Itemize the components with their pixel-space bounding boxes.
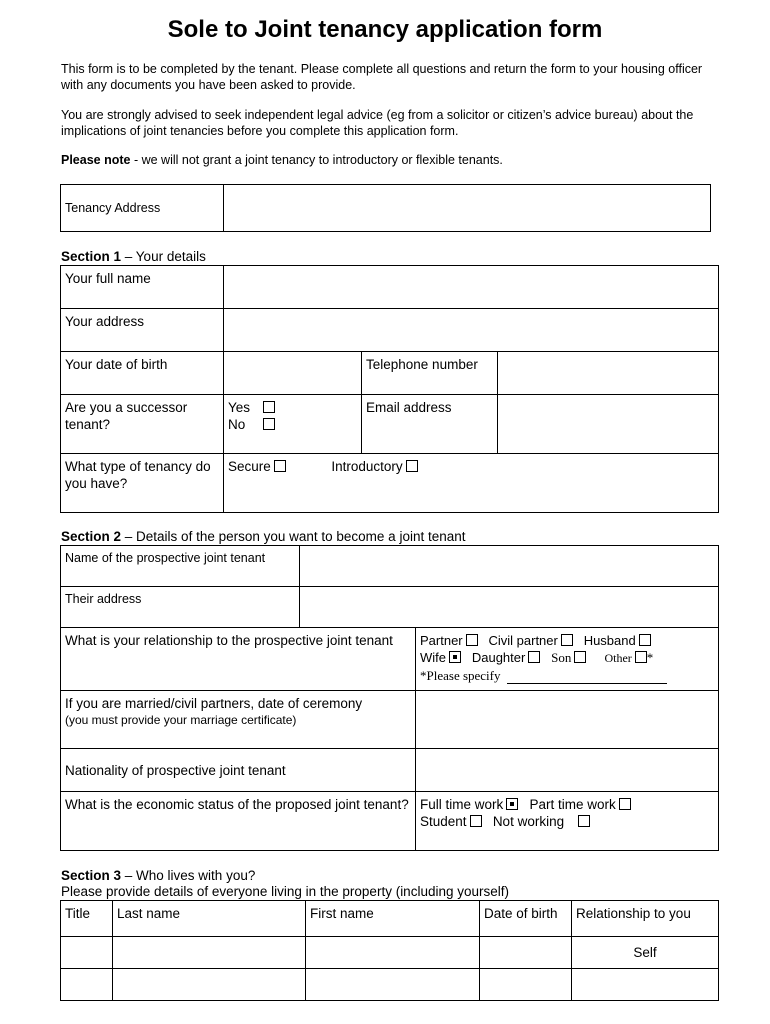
household-header-row xyxy=(61,901,719,937)
section1-table xyxy=(60,265,719,513)
header-relationship: Relationship to you xyxy=(572,901,719,937)
full-time-checkbox[interactable] xyxy=(506,798,518,810)
secure-label: Secure xyxy=(228,459,271,474)
successor-options xyxy=(224,395,362,454)
wife-label: Wife xyxy=(420,650,446,665)
section2-label: Section 2 xyxy=(61,529,122,544)
relationship-label: What is your relationship to the prospective joint tenant xyxy=(61,628,416,691)
section1-title xyxy=(61,249,206,265)
daughter-label: Daughter xyxy=(471,650,526,665)
your-address-label: Your address xyxy=(61,309,224,352)
table-row xyxy=(61,969,719,1001)
economic-status-label: What is the economic status of the proposed joint tenant? xyxy=(61,792,416,851)
email-field[interactable] xyxy=(498,395,719,454)
section2-table xyxy=(60,545,719,851)
household-table xyxy=(60,900,719,1001)
no-label: No xyxy=(228,417,246,432)
student-label: Student xyxy=(420,814,467,829)
row2-last-name[interactable] xyxy=(113,969,306,1001)
email-label: Email address xyxy=(362,395,498,454)
son-label: Son xyxy=(551,650,572,665)
introductory-checkbox[interactable] xyxy=(406,460,418,472)
row2-first-name[interactable] xyxy=(306,969,480,1001)
telephone-field[interactable] xyxy=(498,352,719,395)
row2-relationship[interactable] xyxy=(572,969,719,1001)
ceremony-note: (you must provide your marriage certificate) xyxy=(65,713,297,727)
section3-instructions: Please provide details of everyone living in the property (including yourself) xyxy=(61,884,509,899)
yes-checkbox[interactable] xyxy=(263,401,275,413)
tenancy-type-label: What type of tenancy do you have? xyxy=(61,454,224,513)
no-checkbox[interactable] xyxy=(263,418,275,430)
intro-paragraph-1: This form is to be completed by the tenant. Please complete all questions and return the form to your housing officer with any documents you have been asked to provide. xyxy=(61,62,703,92)
header-first-name: First name xyxy=(306,901,480,937)
ceremony-date-field[interactable] xyxy=(416,691,719,749)
section1-label: Section 1 xyxy=(61,249,122,264)
row2-title[interactable] xyxy=(61,969,113,1001)
other-checkbox[interactable] xyxy=(635,651,647,663)
row2-dob[interactable] xyxy=(480,969,572,1001)
introductory-label: Introductory xyxy=(331,459,403,474)
please-specify-label: *Please specify xyxy=(420,668,501,683)
tenancy-address-table xyxy=(60,184,711,232)
tenancy-address-label: Tenancy Address xyxy=(61,185,224,232)
tenancy-type-options xyxy=(224,454,719,513)
full-name-field[interactable] xyxy=(224,266,719,309)
relationship-options xyxy=(416,628,719,691)
telephone-label: Telephone number xyxy=(362,352,498,395)
dob-field[interactable] xyxy=(224,352,362,395)
section3-label: Section 3 xyxy=(61,868,122,883)
full-time-label: Full time work xyxy=(420,797,504,812)
row1-last-name[interactable] xyxy=(113,937,306,969)
header-last-name: Last name xyxy=(113,901,306,937)
nationality-field[interactable] xyxy=(416,749,719,792)
full-name-label: Your full name xyxy=(61,266,224,309)
form-title: Sole to Joint tenancy application form xyxy=(167,16,603,43)
section3-title xyxy=(61,868,255,884)
table-row xyxy=(61,937,719,969)
header-title: Title xyxy=(61,901,113,937)
section1-subtitle: – Your details xyxy=(121,249,206,264)
their-address-field[interactable] xyxy=(300,587,719,628)
not-working-checkbox[interactable] xyxy=(578,815,590,827)
dob-label: Your date of birth xyxy=(61,352,224,395)
daughter-checkbox[interactable] xyxy=(528,651,540,663)
husband-label: Husband xyxy=(583,633,636,648)
nationality-label: Nationality of prospective joint tenant xyxy=(61,749,416,792)
civil-partner-checkbox[interactable] xyxy=(561,634,573,646)
section3-subtitle: – Who lives with you? xyxy=(121,868,256,883)
row1-title[interactable] xyxy=(61,937,113,969)
note-text: - we will not grant a joint tenancy to introductory or flexible tenants. xyxy=(130,153,503,167)
part-time-label: Part time work xyxy=(529,797,616,812)
their-address-label: Their address xyxy=(61,587,300,628)
your-address-field[interactable] xyxy=(224,309,719,352)
successor-label: Are you a successor tenant? xyxy=(61,395,224,454)
row1-relationship[interactable]: Self xyxy=(572,937,719,969)
partner-checkbox[interactable] xyxy=(466,634,478,646)
row1-dob[interactable] xyxy=(480,937,572,969)
ceremony-cell xyxy=(61,691,416,749)
yes-label: Yes xyxy=(228,400,251,415)
prospective-name-field[interactable] xyxy=(300,546,719,587)
prospective-name-label: Name of the prospective joint tenant xyxy=(61,546,300,587)
student-checkbox[interactable] xyxy=(470,815,482,827)
section2-title xyxy=(61,529,466,545)
note-label: Please note xyxy=(61,153,131,167)
intro-note xyxy=(61,152,721,168)
economic-status-options xyxy=(416,792,719,851)
other-asterisk: * xyxy=(646,650,654,665)
row1-first-name[interactable] xyxy=(306,937,480,969)
not-working-label: Not working xyxy=(492,814,565,829)
husband-checkbox[interactable] xyxy=(639,634,651,646)
son-checkbox[interactable] xyxy=(574,651,586,663)
wife-checkbox[interactable] xyxy=(449,651,461,663)
tenancy-address-field[interactable] xyxy=(224,185,711,232)
secure-checkbox[interactable] xyxy=(274,460,286,472)
partner-label: Partner xyxy=(420,633,463,648)
header-date-of-birth: Date of birth xyxy=(480,901,572,937)
section2-subtitle: – Details of the person you want to become a joint tenant xyxy=(121,529,466,544)
civil-partner-label: Civil partner xyxy=(488,633,558,648)
intro-paragraph-2: You are strongly advised to seek independent legal advice (eg from a solicitor or citizen’s advice bureau) about the implications of joint tenancies before you complete this application form. xyxy=(61,108,694,138)
part-time-checkbox[interactable] xyxy=(619,798,631,810)
other-label: Other xyxy=(604,651,632,665)
please-specify-field[interactable] xyxy=(507,671,667,684)
ceremony-label: If you are married/civil partners, date of ceremony xyxy=(65,696,363,711)
